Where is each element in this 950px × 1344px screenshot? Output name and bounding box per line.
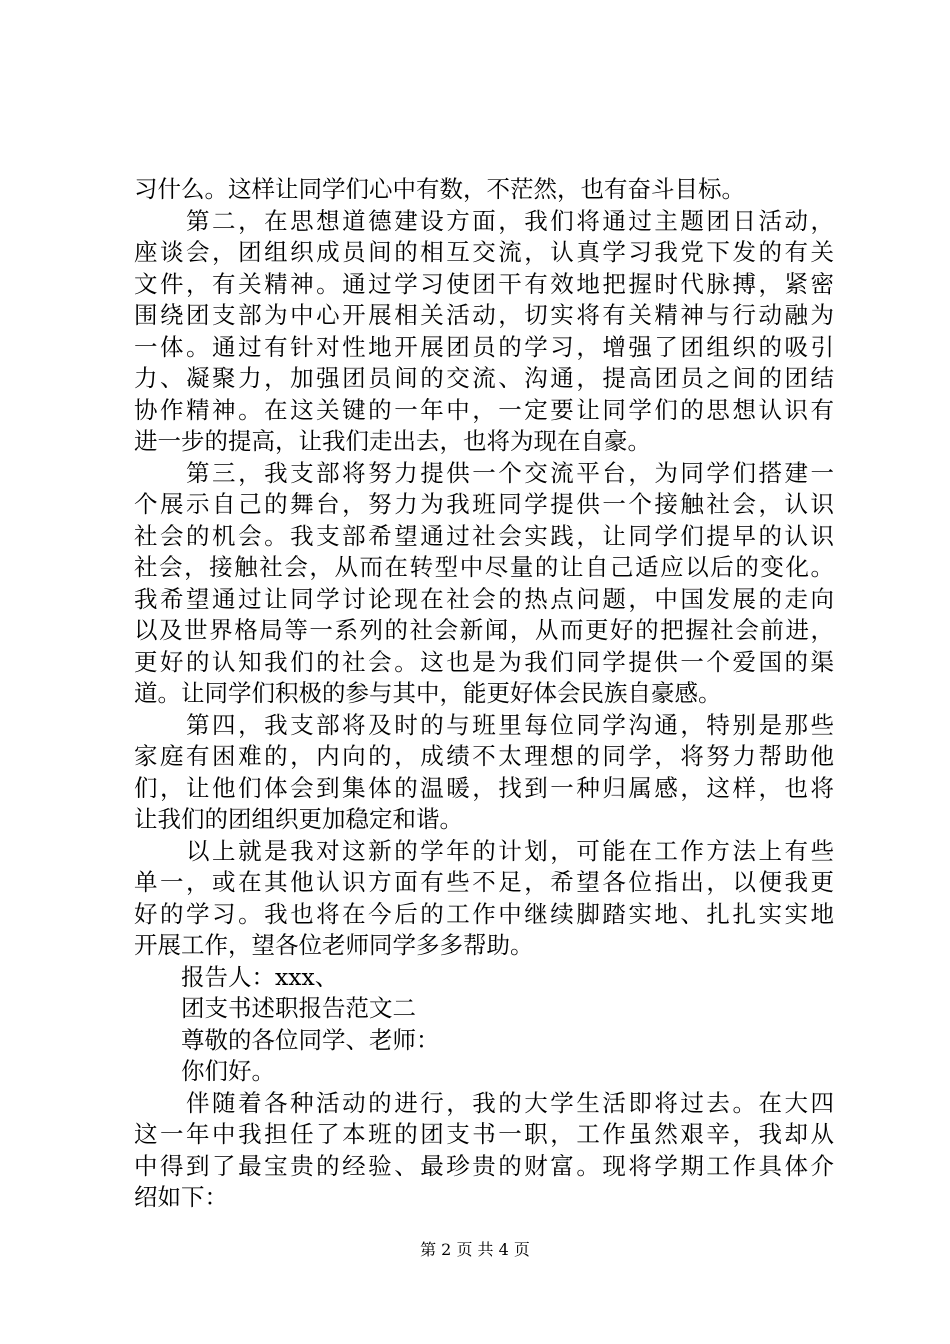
text-line: 伴随着各种活动的进行，我的大学生活即将过去。在大四: [134, 1088, 834, 1117]
text-line: 开展工作，望各位老师同学多多帮助。: [134, 931, 534, 959]
text-line: 更好的认知我们的社会。这也是为我们同学提供一个爱国的渠: [134, 647, 834, 676]
text-line: 习什么。这样让同学们心中有数，不茫然，也有奋斗目标。: [134, 175, 745, 203]
text-line: 社会的机会。我支部希望通过社会实践，让同学们提早的认识: [134, 521, 834, 550]
text-line: 绍如下：: [134, 1183, 228, 1211]
text-line: 好的学习。我也将在今后的工作中继续脚踏实地、扎扎实实地: [134, 899, 834, 928]
text-line: 报告人：xxx、: [134, 962, 339, 991]
text-line: 协作精神。在这关键的一年中，一定要让同学们的思想认识有: [134, 395, 834, 424]
text-line: 家庭有困难的，内向的，成绩不太理想的同学，将努力帮助他: [134, 742, 834, 770]
text-line: 你们好。: [134, 1057, 275, 1085]
text-line: 座谈会，团组织成员间的相互交流，认真学习我党下发的有关: [134, 238, 834, 266]
text-line: 第二，在思想道德建设方面，我们将通过主题团日活动，: [134, 206, 834, 235]
text-line: 第三，我支部将努力提供一个交流平台，为同学们搭建一: [134, 458, 834, 487]
text-line: 团支书述职报告范文二: [134, 994, 416, 1022]
page-footer: 第 2 页 共 4 页: [420, 1240, 530, 1259]
text-line: 尊敬的各位同学、老师：: [134, 1025, 440, 1054]
text-line: 文件，有关精神。通过学习使团干有效地把握时代脉搏，紧密: [134, 269, 834, 298]
text-line: 进一步的提高，让我们走出去，也将为现在自豪。: [134, 427, 651, 455]
text-line: 中得到了最宝贵的经验、最珍贵的财富。现将学期工作具体介: [134, 1151, 834, 1180]
text-line: 这一年中我担任了本班的团支书一职，工作虽然艰辛，我却从: [134, 1120, 834, 1148]
text-line: 个展示自己的舞台，努力为我班同学提供一个接触社会，认识: [134, 490, 834, 518]
text-line: 一体。通过有针对性地开展团员的学习，增强了团组织的吸引: [134, 332, 834, 361]
text-line: 以上就是我对这新的学年的计划，可能在工作方法上有些: [134, 836, 834, 865]
text-line: 社会，接触社会，从而在转型中尽量的让自己适应以后的变化。: [134, 553, 834, 581]
text-line: 让我们的团组织更加稳定和谐。: [134, 805, 463, 833]
text-line: 道。让同学们积极的参与其中，能更好体会民族自豪感。: [134, 679, 722, 707]
text-line: 单一，或在其他认识方面有些不足，希望各位指出，以便我更: [134, 868, 834, 896]
text-line: 第四，我支部将及时的与班里每位同学沟通，特别是那些: [134, 710, 834, 739]
text-line: 以及世界格局等一系列的社会新闻，从而更好的把握社会前进，: [134, 616, 834, 644]
text-line: 们，让他们体会到集体的温暖，找到一种归属感，这样，也将: [134, 773, 834, 802]
document-body: [134, 174, 834, 1214]
text-line: 围绕团支部为中心开展相关活动，切实将有关精神与行动融为: [134, 301, 834, 329]
text-line: 力、凝聚力，加强团员间的交流、沟通，提高团员之间的团结: [134, 364, 834, 392]
text-line: 我希望通过让同学讨论现在社会的热点问题，中国发展的走向: [134, 584, 834, 613]
